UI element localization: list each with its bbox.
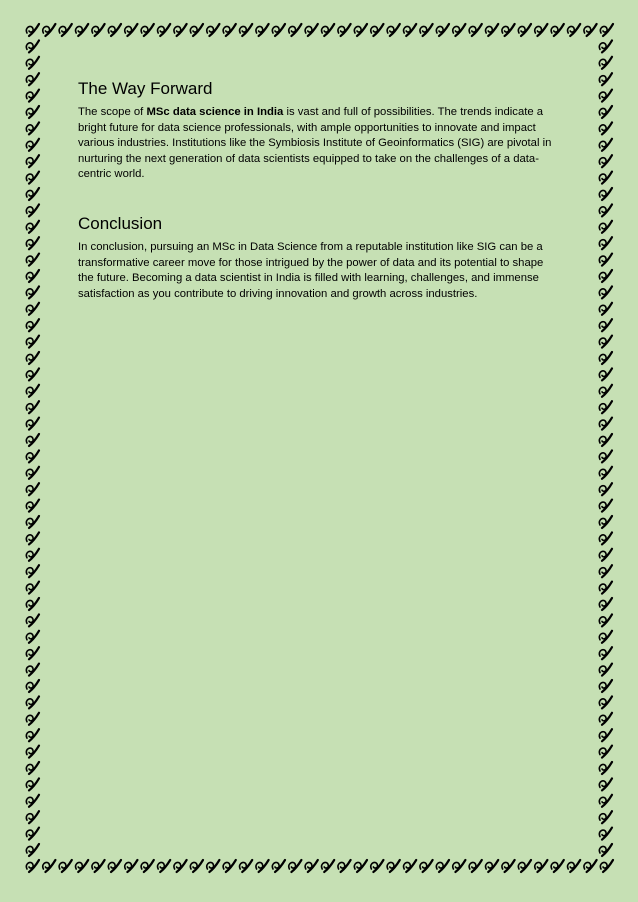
border-ornament xyxy=(338,24,351,36)
border-ornament xyxy=(43,24,56,36)
border-ornament xyxy=(599,221,612,233)
border-ornament xyxy=(404,24,417,36)
border-ornament xyxy=(551,860,564,872)
section-way-forward xyxy=(78,78,562,183)
border-ornament xyxy=(404,860,417,872)
border-ornament xyxy=(256,24,269,36)
border-ornament xyxy=(584,860,597,872)
border-ornament xyxy=(599,303,612,315)
document-body xyxy=(78,78,562,302)
border-ornament xyxy=(599,565,612,577)
border-ornament xyxy=(26,73,39,85)
border-ornament xyxy=(305,24,318,36)
border-ornament xyxy=(26,483,39,495)
border-ornament xyxy=(59,24,72,36)
border-ornament xyxy=(305,860,318,872)
border-ornament xyxy=(322,860,335,872)
section-conclusion xyxy=(78,213,562,302)
border-ornament xyxy=(26,368,39,380)
section-heading: Conclusion xyxy=(78,213,163,233)
border-ornament xyxy=(599,729,612,741)
border-ornament xyxy=(599,795,612,807)
paragraph-text: The scope of xyxy=(78,106,147,118)
border-top-ornaments xyxy=(26,24,613,36)
border-ornament xyxy=(551,24,564,36)
border-ornament xyxy=(223,24,236,36)
border-ornament xyxy=(322,24,335,36)
border-ornament xyxy=(289,24,302,36)
border-ornament xyxy=(26,614,39,626)
border-ornament xyxy=(469,24,482,36)
border-ornament xyxy=(26,516,39,528)
border-ornament xyxy=(26,762,39,774)
border-right-ornaments xyxy=(599,40,612,856)
border-ornament xyxy=(190,860,203,872)
border-ornament xyxy=(387,860,400,872)
border-ornament xyxy=(26,434,39,446)
border-ornament xyxy=(26,319,39,331)
border-ornament xyxy=(599,122,612,134)
border-ornament xyxy=(174,24,187,36)
border-ornament xyxy=(26,122,39,134)
border-ornament xyxy=(599,385,612,397)
border-ornament xyxy=(599,237,612,249)
border-ornament xyxy=(599,155,612,167)
border-ornament xyxy=(599,614,612,626)
border-ornament xyxy=(26,336,39,348)
border-ornament xyxy=(599,270,612,282)
border-ornament xyxy=(26,647,39,659)
border-ornament xyxy=(599,664,612,676)
border-ornament xyxy=(92,24,105,36)
border-ornament xyxy=(26,696,39,708)
border-ornament xyxy=(26,844,39,856)
border-ornament xyxy=(599,336,612,348)
border-ornament xyxy=(599,418,612,430)
border-ornament xyxy=(502,24,515,36)
border-ornament xyxy=(43,860,56,872)
border-ornament xyxy=(371,24,384,36)
border-ornament xyxy=(436,860,449,872)
border-ornament xyxy=(354,24,367,36)
border-ornament xyxy=(26,467,39,479)
border-ornament xyxy=(568,860,581,872)
border-ornament xyxy=(240,24,253,36)
border-ornament xyxy=(26,418,39,430)
border-ornament xyxy=(26,598,39,610)
border-ornament xyxy=(600,24,613,36)
border-bottom-ornaments xyxy=(26,860,613,872)
border-ornament xyxy=(26,188,39,200)
border-ornament xyxy=(599,696,612,708)
border-ornament xyxy=(26,401,39,413)
border-ornament xyxy=(387,24,400,36)
border-ornament xyxy=(26,237,39,249)
border-ornament xyxy=(158,24,171,36)
border-ornament xyxy=(453,860,466,872)
border-ornament xyxy=(599,516,612,528)
border-ornament xyxy=(535,860,548,872)
border-ornament xyxy=(599,844,612,856)
border-ornament xyxy=(26,532,39,544)
section-paragraph: In conclusion, pursuing an MSc in Data Science from a reputable institution like SIG can be a transformative career move for those intrigued by the power of data and its potential to shape the future. Becoming a data scientist in India is filled with learning, challenges, and immense satisfaction as you contribute to driving innovation and growth across industries. xyxy=(78,240,544,300)
border-ornament xyxy=(599,647,612,659)
section-paragraph xyxy=(78,105,562,183)
border-ornament xyxy=(125,860,138,872)
paragraph-text: is vast and full of possibilities. The trends indicate a bright future for data science professionals, with ample opportunities to innovate and impact various industries. Institutions like the Symbiosis Institute of Geoinformatics (SIG) are pivotal in nurturing the next generation of data scientists equipped to take on the challenges of a data-centric world. xyxy=(78,106,552,181)
border-ornament xyxy=(158,860,171,872)
border-ornament xyxy=(26,221,39,233)
border-ornament xyxy=(108,24,121,36)
border-ornament xyxy=(223,860,236,872)
border-ornament xyxy=(599,778,612,790)
border-ornament xyxy=(599,467,612,479)
border-ornament xyxy=(26,352,39,364)
border-ornament xyxy=(76,24,89,36)
border-ornament xyxy=(599,828,612,840)
border-ornament xyxy=(26,795,39,807)
border-ornament xyxy=(26,811,39,823)
border-ornament xyxy=(469,860,482,872)
border-ornament xyxy=(26,680,39,692)
border-ornament xyxy=(600,860,613,872)
section-heading: The Way Forward xyxy=(78,79,213,98)
border-ornament xyxy=(599,57,612,69)
border-ornament xyxy=(599,401,612,413)
border-ornament xyxy=(599,713,612,725)
border-ornament xyxy=(26,385,39,397)
border-ornament xyxy=(26,254,39,266)
border-ornament xyxy=(26,664,39,676)
border-ornament xyxy=(26,450,39,462)
border-ornament xyxy=(26,828,39,840)
border-ornament xyxy=(535,24,548,36)
border-ornament xyxy=(599,73,612,85)
border-ornament xyxy=(599,172,612,184)
border-ornament xyxy=(289,860,302,872)
border-ornament xyxy=(26,204,39,216)
border-ornament xyxy=(26,90,39,102)
border-ornament xyxy=(599,352,612,364)
border-ornament xyxy=(599,549,612,561)
border-ornament xyxy=(599,582,612,594)
border-ornament xyxy=(486,860,499,872)
border-ornament xyxy=(599,90,612,102)
border-ornament xyxy=(26,729,39,741)
border-ornament xyxy=(453,24,466,36)
border-ornament xyxy=(599,762,612,774)
border-ornament xyxy=(26,40,39,52)
border-ornament xyxy=(420,860,433,872)
border-ornament xyxy=(420,24,433,36)
border-ornament xyxy=(26,500,39,512)
border-ornament xyxy=(599,450,612,462)
border-ornament xyxy=(599,746,612,758)
border-ornament xyxy=(174,860,187,872)
border-ornament xyxy=(486,24,499,36)
border-ornament xyxy=(599,188,612,200)
border-ornament xyxy=(256,860,269,872)
border-ornament xyxy=(92,860,105,872)
border-ornament xyxy=(371,860,384,872)
border-ornament xyxy=(108,860,121,872)
border-ornament xyxy=(207,860,220,872)
border-ornament xyxy=(26,270,39,282)
border-ornament xyxy=(599,500,612,512)
border-ornament xyxy=(141,860,154,872)
border-ornament xyxy=(26,860,39,872)
border-ornament xyxy=(518,24,531,36)
border-ornament xyxy=(599,434,612,446)
border-ornament xyxy=(26,303,39,315)
paragraph-bold-text: MSc data science in India xyxy=(146,106,284,118)
border-ornament xyxy=(599,319,612,331)
border-ornament xyxy=(26,713,39,725)
border-ornament xyxy=(76,860,89,872)
border-ornament xyxy=(599,532,612,544)
border-ornament xyxy=(26,24,39,36)
border-ornament xyxy=(26,549,39,561)
border-ornament xyxy=(354,860,367,872)
border-ornament xyxy=(599,139,612,151)
border-ornament xyxy=(599,40,612,52)
border-ornament xyxy=(190,24,203,36)
border-ornament xyxy=(240,860,253,872)
border-ornament xyxy=(26,172,39,184)
border-ornament xyxy=(272,860,285,872)
border-ornament xyxy=(599,631,612,643)
border-ornament xyxy=(141,24,154,36)
border-ornament xyxy=(26,582,39,594)
border-ornament xyxy=(599,204,612,216)
border-ornament xyxy=(26,106,39,118)
border-ornament xyxy=(125,24,138,36)
border-ornament xyxy=(338,860,351,872)
border-ornament xyxy=(568,24,581,36)
border-ornament xyxy=(502,860,515,872)
border-ornament xyxy=(59,860,72,872)
border-ornament xyxy=(207,24,220,36)
border-ornament xyxy=(436,24,449,36)
border-ornament xyxy=(26,565,39,577)
border-ornament xyxy=(599,106,612,118)
border-ornament xyxy=(26,155,39,167)
border-ornament xyxy=(599,368,612,380)
border-ornament xyxy=(26,778,39,790)
border-ornament xyxy=(599,598,612,610)
border-ornament xyxy=(26,139,39,151)
border-ornament xyxy=(599,680,612,692)
border-ornament xyxy=(26,57,39,69)
border-ornament xyxy=(599,811,612,823)
border-ornament xyxy=(26,286,39,298)
border-left-ornaments xyxy=(26,40,39,856)
border-ornament xyxy=(599,286,612,298)
border-ornament xyxy=(26,631,39,643)
border-ornament xyxy=(26,746,39,758)
border-ornament xyxy=(599,483,612,495)
border-ornament xyxy=(584,24,597,36)
border-ornament xyxy=(518,860,531,872)
border-ornament xyxy=(272,24,285,36)
border-ornament xyxy=(599,254,612,266)
